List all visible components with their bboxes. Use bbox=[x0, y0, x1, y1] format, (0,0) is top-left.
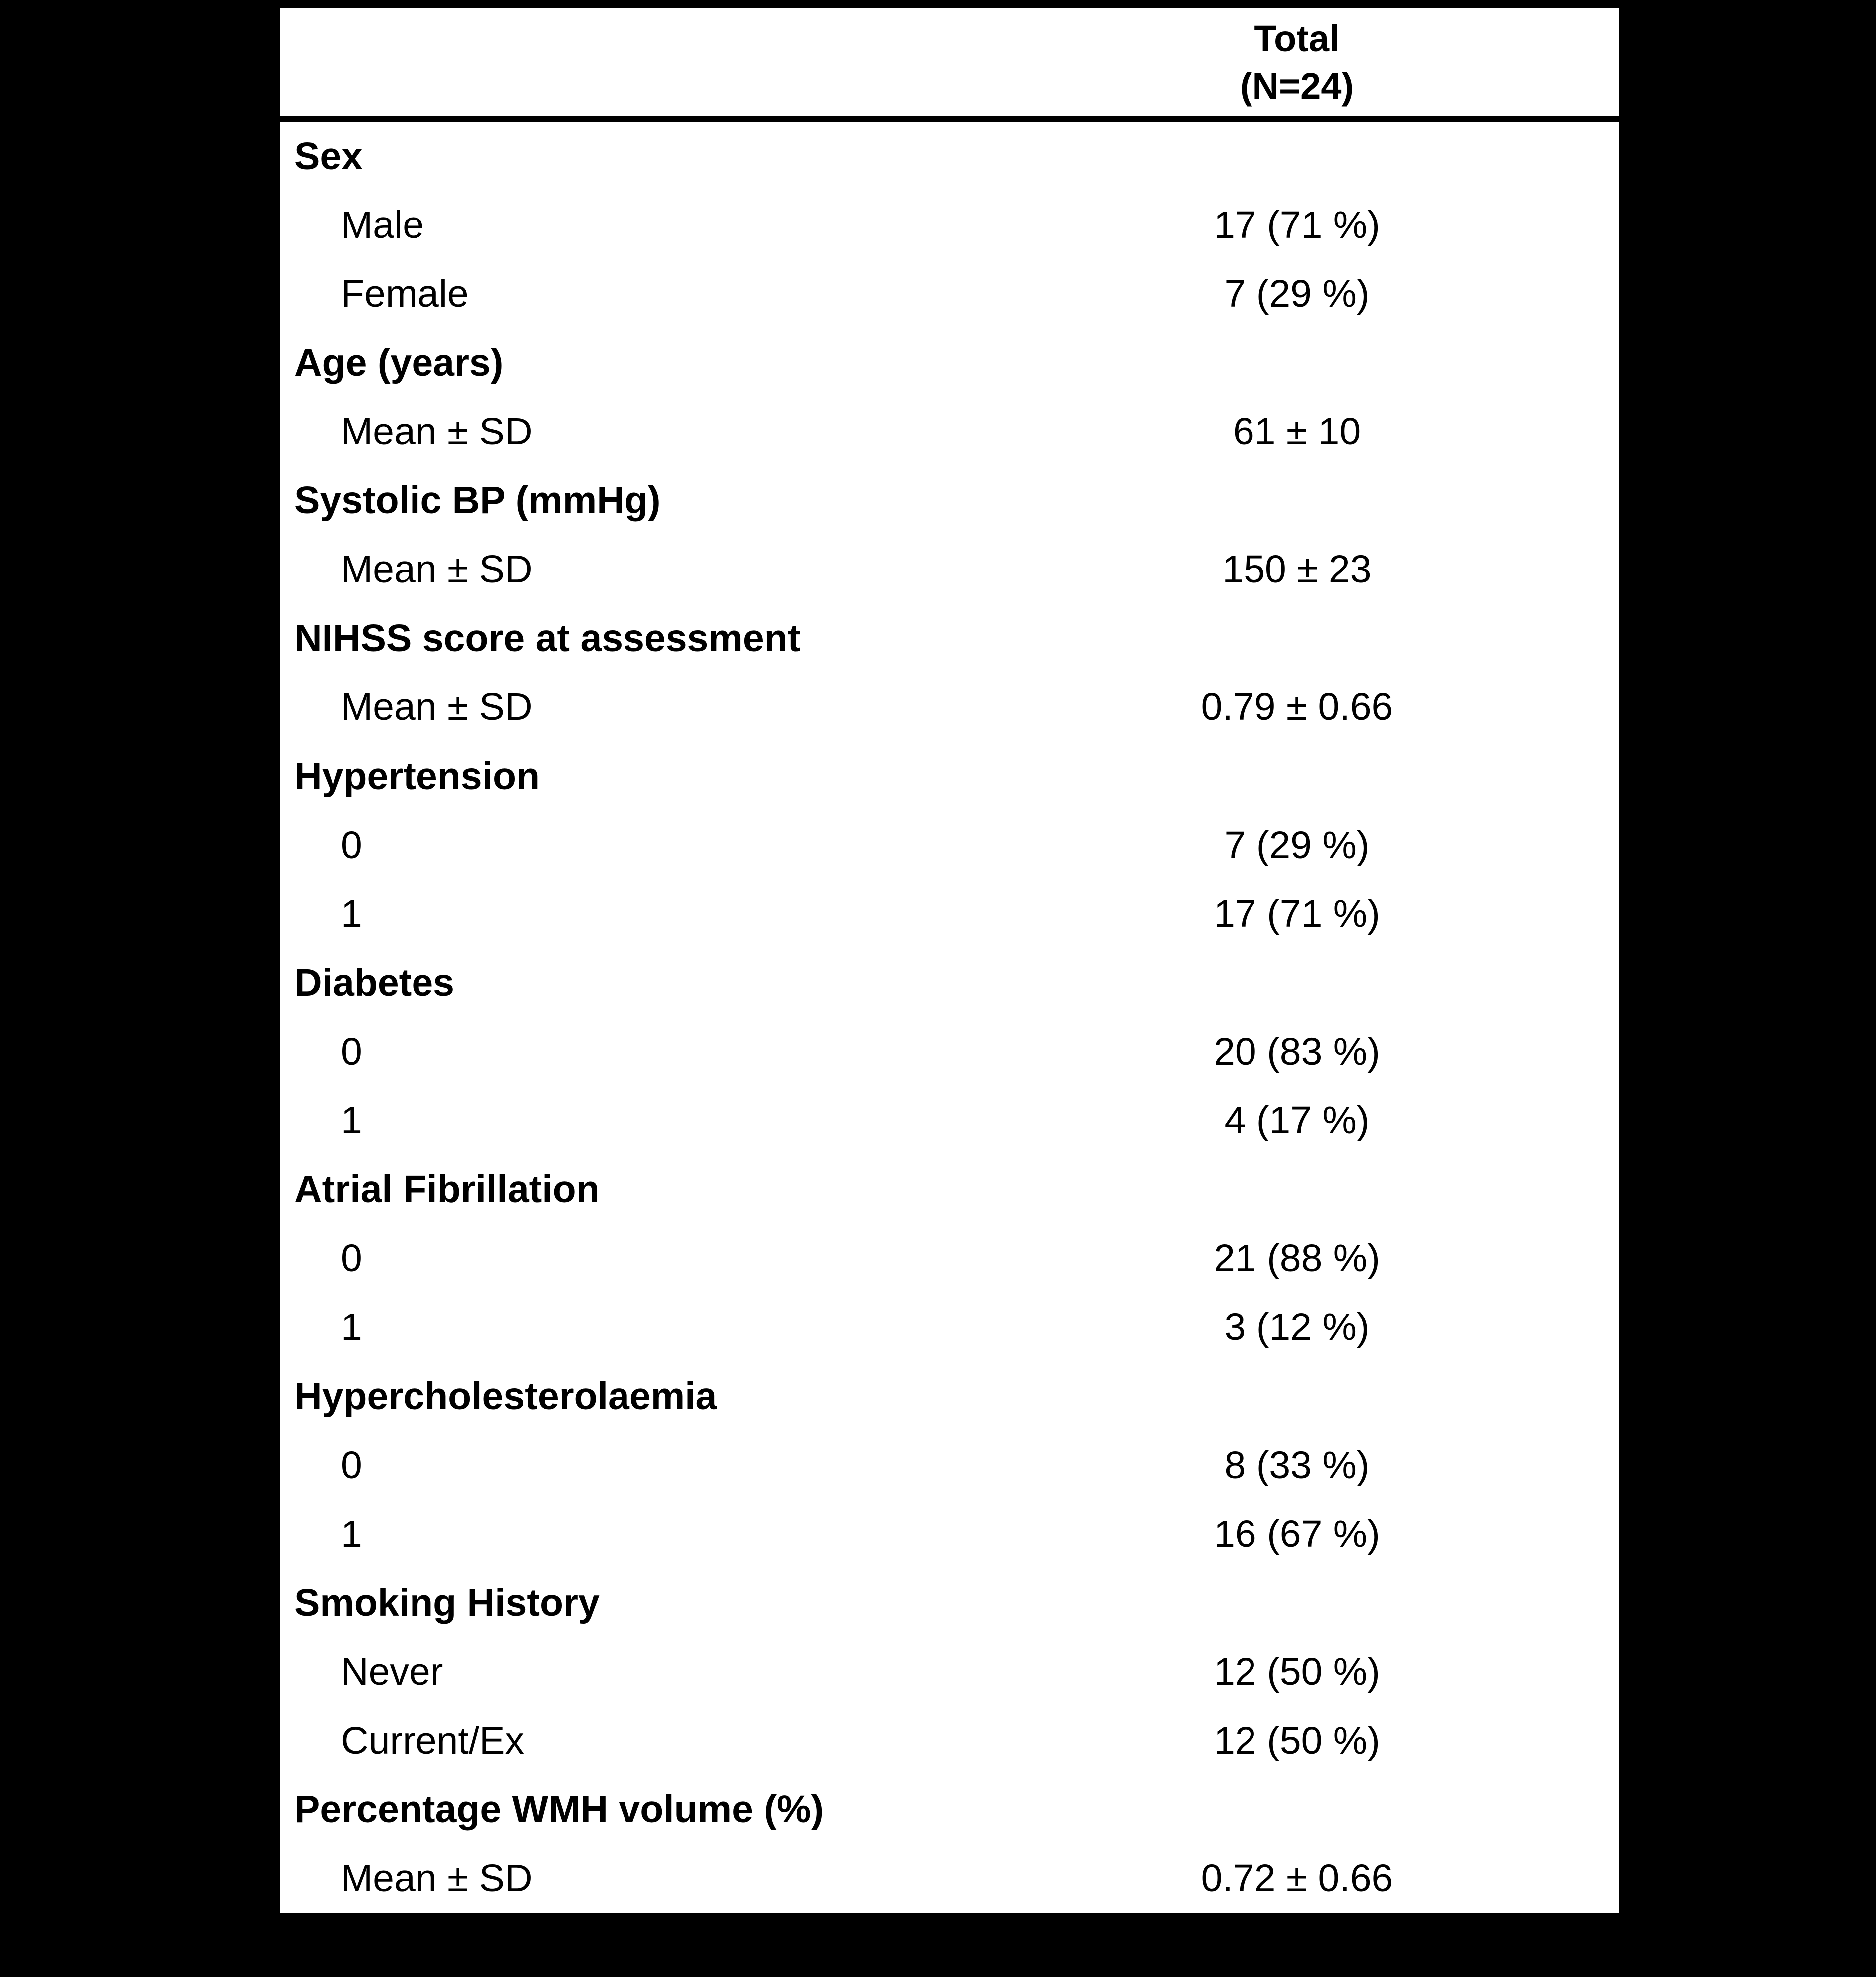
row-value: 3 (12 %) bbox=[1224, 1306, 1370, 1349]
section-title: NIHSS score at assessment bbox=[294, 617, 801, 660]
row-value: 12 (50 %) bbox=[1214, 1719, 1380, 1762]
table-row bbox=[280, 673, 1619, 742]
table-row bbox=[280, 1844, 1619, 1913]
section-title: Percentage WMH volume (%) bbox=[294, 1788, 824, 1831]
table-body bbox=[280, 122, 1619, 1913]
row-label: Female bbox=[341, 272, 469, 315]
row-value: 12 (50 %) bbox=[1214, 1650, 1380, 1693]
section-title: Hypertension bbox=[294, 754, 540, 798]
row-label: Current/Ex bbox=[341, 1719, 525, 1762]
table-row bbox=[280, 535, 1619, 604]
row-label: 1 bbox=[341, 892, 362, 935]
table-row bbox=[280, 259, 1619, 328]
section-header-row bbox=[280, 122, 1619, 191]
section-title: Smoking History bbox=[294, 1581, 600, 1624]
row-value: 7 (29 %) bbox=[1224, 272, 1370, 315]
row-value: 17 (71 %) bbox=[1214, 892, 1380, 935]
column-header-total-line1: Total bbox=[1254, 17, 1340, 59]
row-label: Mean ± SD bbox=[341, 410, 533, 453]
row-label: Mean ± SD bbox=[341, 685, 533, 729]
table-row bbox=[280, 879, 1619, 948]
row-value: 17 (71 %) bbox=[1214, 203, 1380, 246]
row-label: Male bbox=[341, 203, 424, 246]
section-header-row bbox=[280, 1775, 1619, 1844]
row-value: 0.72 ± 0.66 bbox=[1201, 1857, 1393, 1900]
section-header-row bbox=[280, 1362, 1619, 1431]
section-header-row bbox=[280, 742, 1619, 811]
row-label: Never bbox=[341, 1650, 443, 1693]
table-row bbox=[280, 1017, 1619, 1086]
table-row bbox=[280, 1500, 1619, 1568]
table-row bbox=[280, 1087, 1619, 1155]
row-value: 4 (17 %) bbox=[1224, 1099, 1370, 1142]
row-value: 20 (83 %) bbox=[1214, 1030, 1380, 1073]
section-header-row bbox=[280, 466, 1619, 535]
table-row bbox=[280, 397, 1619, 466]
column-header-total-line2: (N=24) bbox=[1240, 65, 1354, 107]
section-header-row bbox=[280, 328, 1619, 397]
section-title: Systolic BP (mmHg) bbox=[294, 479, 661, 522]
table-row bbox=[280, 191, 1619, 259]
table-header-row bbox=[280, 8, 1619, 122]
row-label: 1 bbox=[341, 1306, 362, 1349]
table-row bbox=[280, 1637, 1619, 1706]
section-title: Age (years) bbox=[294, 341, 504, 384]
section-header-row bbox=[280, 1155, 1619, 1224]
section-header-row bbox=[280, 1568, 1619, 1637]
row-value: 21 (88 %) bbox=[1214, 1237, 1380, 1280]
section-title: Sex bbox=[294, 134, 363, 178]
row-label: 0 bbox=[341, 1443, 362, 1487]
row-label: 0 bbox=[341, 1237, 362, 1280]
column-header-total bbox=[975, 15, 1619, 110]
row-value: 7 (29 %) bbox=[1224, 823, 1370, 867]
demographics-table bbox=[280, 8, 1619, 1913]
row-label: 1 bbox=[341, 1512, 362, 1555]
row-label: 0 bbox=[341, 1030, 362, 1073]
row-label: 1 bbox=[341, 1099, 362, 1142]
row-label: 0 bbox=[341, 823, 362, 867]
row-value: 150 ± 23 bbox=[1222, 548, 1372, 591]
row-label: Mean ± SD bbox=[341, 1857, 533, 1900]
row-value: 8 (33 %) bbox=[1224, 1443, 1370, 1487]
row-label: Mean ± SD bbox=[341, 548, 533, 591]
section-title: Hypercholesterolaemia bbox=[294, 1374, 717, 1418]
table-row bbox=[280, 811, 1619, 879]
row-value: 16 (67 %) bbox=[1214, 1512, 1380, 1555]
section-header-row bbox=[280, 948, 1619, 1017]
table-row bbox=[280, 1431, 1619, 1500]
table-row bbox=[280, 1707, 1619, 1775]
row-value: 0.79 ± 0.66 bbox=[1201, 685, 1393, 729]
section-header-row bbox=[280, 604, 1619, 673]
table-row bbox=[280, 1293, 1619, 1362]
table-row bbox=[280, 1224, 1619, 1293]
row-value: 61 ± 10 bbox=[1233, 410, 1361, 453]
section-title: Diabetes bbox=[294, 961, 454, 1004]
section-title: Atrial Fibrillation bbox=[294, 1168, 600, 1211]
